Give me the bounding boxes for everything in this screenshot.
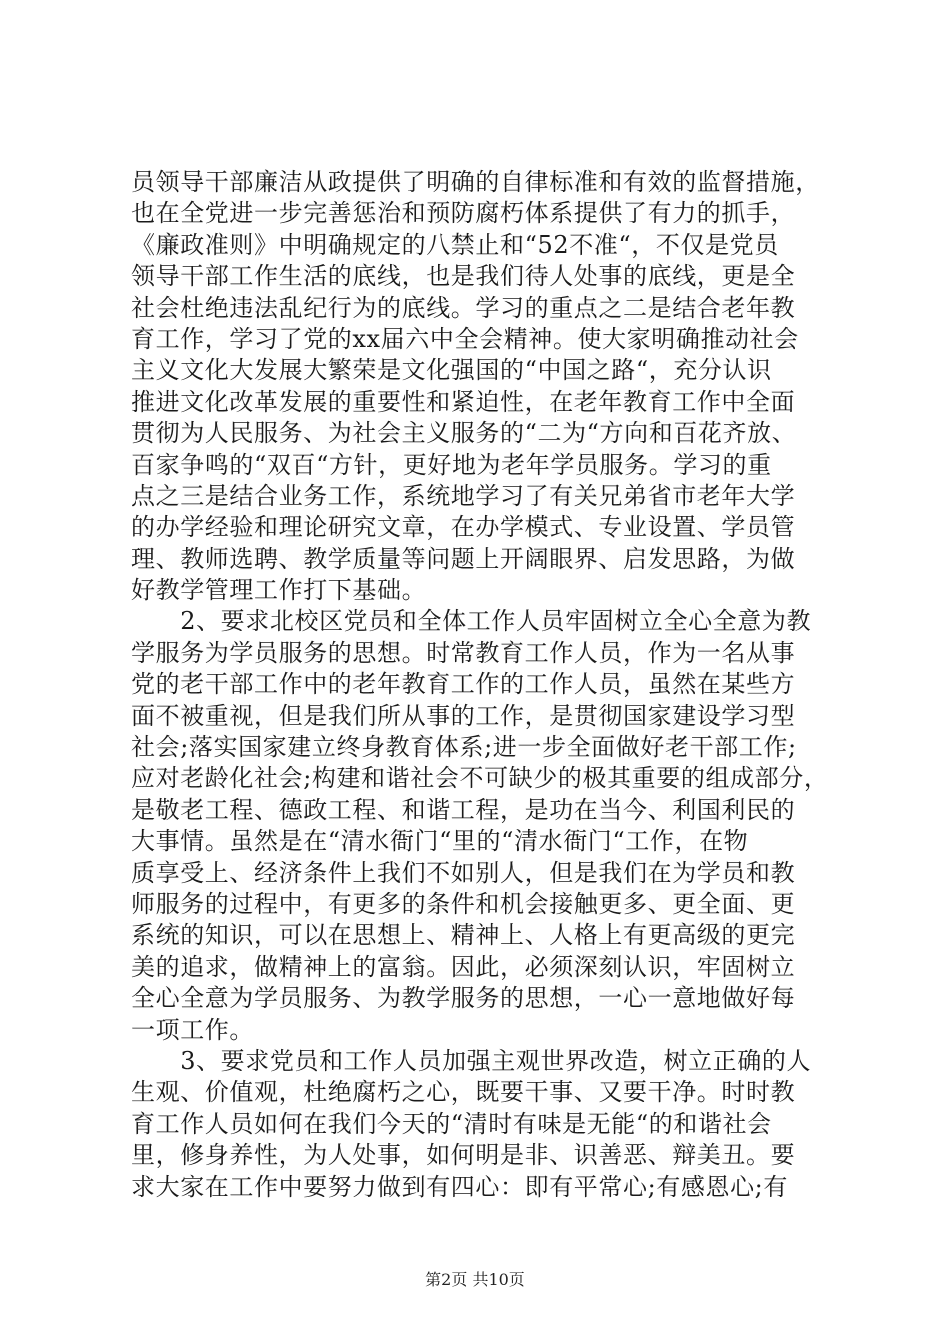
text-line: 质享受上、经济条件上我们不如别人，但是我们在为学员和教 <box>131 858 796 887</box>
text-line: 生观、价值观，杜绝腐朽之心，既要干事、又要干净。时时教 <box>131 1078 796 1107</box>
text-line: 师服务的过程中，有更多的条件和机会接触更多、更全面、更 <box>131 889 796 918</box>
text-line: 好教学管理工作打下基础。 <box>131 576 427 605</box>
document-body <box>131 167 831 1203</box>
text-line: 点之三是结合业务工作，系统地学习了有关兄弟省市老年大学 <box>131 481 796 510</box>
text-line: 面不被重视，但是我们所从事的工作，是贯彻国家建设学习型 <box>131 701 796 730</box>
text-line: 学服务为学员服务的思想。时常教育工作人员，作为一名从事 <box>131 638 796 667</box>
text-line: 推进文化改革发展的重要性和紧迫性，在老年教育工作中全面 <box>131 387 796 416</box>
text-line: 大事情。虽然是在“清水衙门“里的“清水衙门“工作，在物 <box>131 827 749 856</box>
text-line: 领导干部工作生活的底线，也是我们待人处事的底线，更是全 <box>131 262 796 291</box>
text-line: 百家争鸣的“双百“方针，更好地为老年学员服务。学习的重 <box>131 450 772 479</box>
text-line: 应对老龄化社会;构建和谐社会不可缺少的极其重要的组成部分， <box>131 764 829 793</box>
text-line: 员领导干部廉洁从政提供了明确的自律标准和有效的监督措施， <box>131 168 820 196</box>
text-line: 美的追求，做精神上的富翁。因此，必须深刻认识，牢固树立 <box>131 952 796 981</box>
text-line: 社会杜绝违法乱纪行为的底线。学习的重点之二是结合老年教 <box>131 293 796 322</box>
text-line: 全心全意为学员服务、为教学服务的思想，一心一意地做好每 <box>131 984 796 1013</box>
text-line: 党的老干部工作中的老年教育工作的工作人员，虽然在某些方 <box>131 670 796 699</box>
text-line: 也在全党进一步完善惩治和预防腐朽体系提供了有力的抓手， <box>131 199 796 228</box>
text-line: 的办学经验和理论研究文章，在办学模式、专业设置、学员管 <box>131 513 796 542</box>
text-line: 系统的知识，可以在思想上、精神上、人格上有更高级的更完 <box>131 921 796 950</box>
text-line: 2、要求北校区党员和全体工作人员牢固树立全心全意为教 <box>131 607 812 636</box>
text-line: 里，修身养性，为人处事，如何明是非、识善恶、辩美丑。要 <box>131 1141 796 1170</box>
text-line: 是敬老工程、德政工程、和谐工程，是功在当今、利国利民的 <box>131 795 796 824</box>
text-line: 3、要求党员和工作人员加强主观世界改造，树立正确的人 <box>131 1046 812 1075</box>
text-line: 求大家在工作中要努力做到有四心：即有平常心;有感恩心;有 <box>131 1172 788 1201</box>
text-line: 育工作，学习了党的xx届六中全会精神。使大家明确推动社会 <box>131 324 799 353</box>
page-footer: 第2页 共10页 <box>425 1270 525 1289</box>
text-line: 一项工作。 <box>131 1015 254 1044</box>
text-line: 贯彻为人民服务、为社会主义服务的“二为“方向和百花齐放、 <box>131 419 797 448</box>
text-line: 理、教师选聘、教学质量等问题上开阔眼界、启发思路，为做 <box>131 544 796 573</box>
text-line: 《廉政准则》中明确规定的八禁止和“52不准“，不仅是党员 <box>131 230 779 259</box>
text-line: 育工作人员如何在我们今天的“清时有味是无能“的和谐社会 <box>131 1109 772 1138</box>
text-line: 主义文化大发展大繁荣是文化强国的“中国之路“，充分认识 <box>131 356 772 385</box>
text-line: 社会;落实国家建立终身教育体系;进一步全面做好老干部工作; <box>131 733 797 762</box>
